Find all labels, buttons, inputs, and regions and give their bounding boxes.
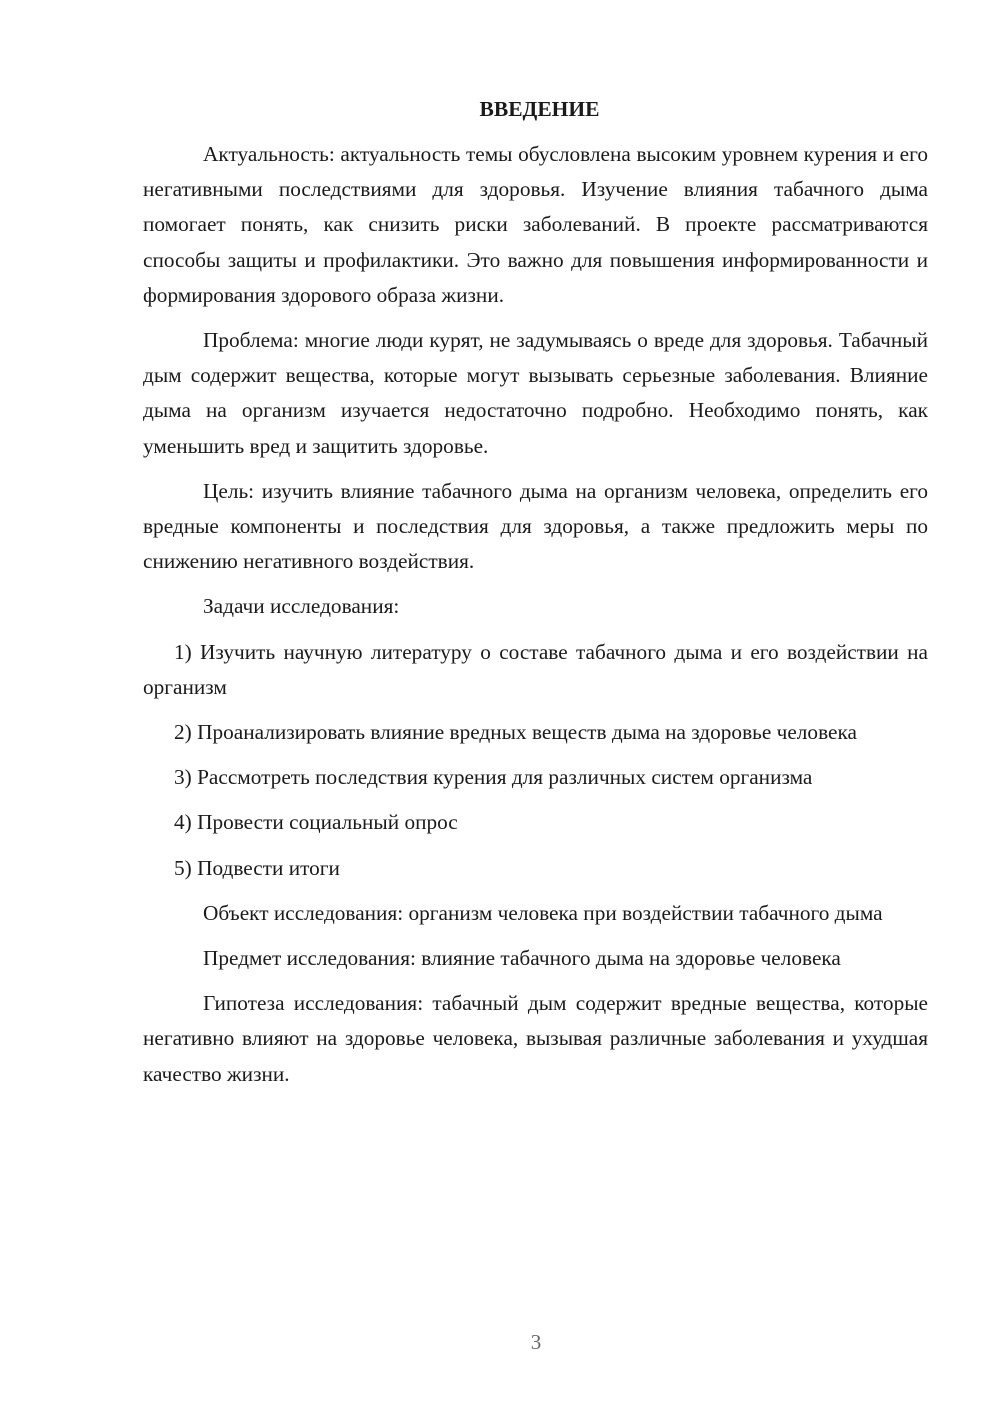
list-item: 2) Проанализировать влияние вредных веществ дыма на здоровье человека [174, 720, 857, 745]
section-heading: ВВЕДЕНИЕ [479, 97, 600, 121]
paragraph-relevance: Актуальность: актуальность темы обусловлена высоким уровнем курения и его негативными последствиями для здоровья. Изучение влияния табачного дыма помогает понять, как снизить риски заболеваний. В проекте рассматриваются способы защиты и профилактики. Это важно для повышения информированности и формирования здорового образа жизни. [143, 142, 928, 307]
paragraph-problem: Проблема: многие люди курят, не задумываясь о вреде для здоровья. Табачный дым содержит вещества, которые могут вызывать серьезные заболевания. Влияние дыма на организм изучается недостаточно подробно. Необходимо понять, как уменьшить вред и защитить здоровье. [143, 328, 928, 458]
list-item: 4) Провести социальный опрос [174, 810, 458, 835]
list-item: 3) Рассмотреть последствия курения для различных систем организма [174, 765, 813, 790]
list-item: 5) Подвести итоги [174, 855, 340, 880]
paragraph-subject: Предмет исследования: влияние табачного дыма на здоровье человека [203, 946, 841, 971]
paragraph-object: Объект исследования: организм человека при воздействии табачного дыма [203, 900, 883, 925]
paragraph-hypothesis: Гипотеза исследования: табачный дым содержит вредные вещества, которые негативно влияют на здоровье человека, вызывая различные заболевания и ухудшая качество жизни. [143, 991, 928, 1086]
tasks-title: Задачи исследования: [203, 594, 400, 619]
list-item: 1) Изучить научную литературу о составе табачного дыма и его воздействии на организм [143, 639, 928, 699]
paragraph-goal: Цель: изучить влияние табачного дыма на организм человека, определить его вредные компоненты и последствия для здоровья, а также предложить меры по снижению негативного воздействия. [143, 478, 928, 574]
page-number: 3 [530, 1330, 542, 1354]
tasks-list [143, 635, 928, 886]
document-page [143, 92, 928, 1102]
